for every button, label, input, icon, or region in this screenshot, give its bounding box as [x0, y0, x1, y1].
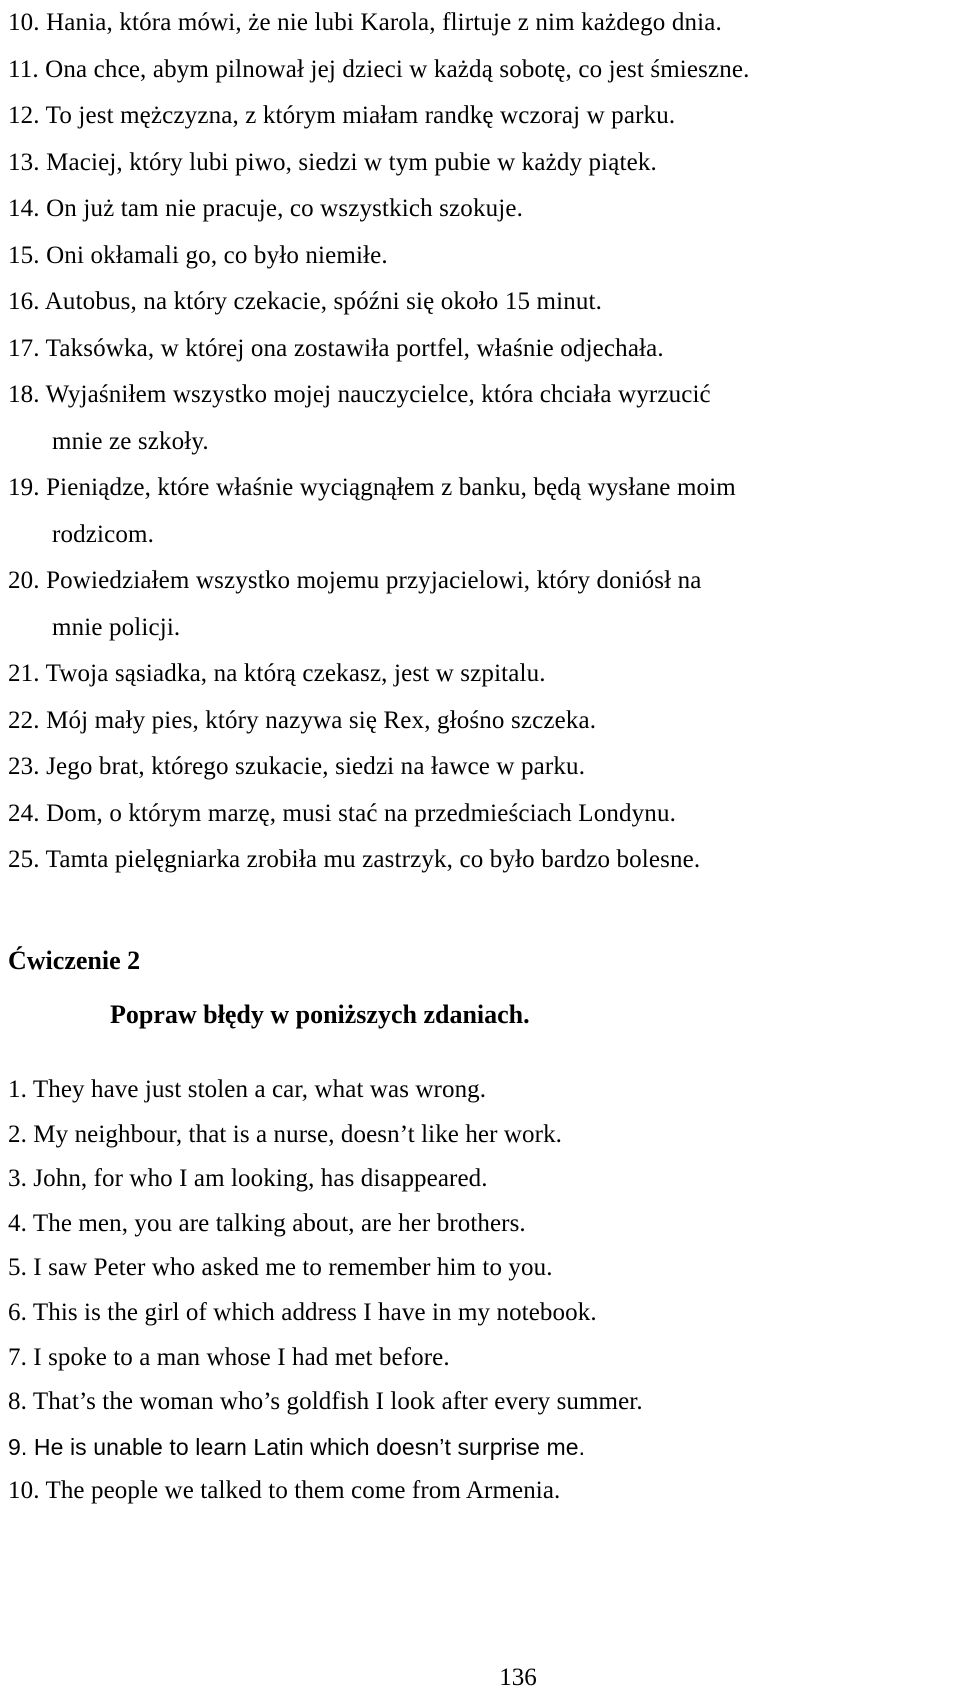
page-number: 136 [499, 1664, 537, 1691]
list-item: 25. Tamta pielęgniarka zrobiła mu zastrzyk, co było bardzo bolesne. [8, 846, 701, 873]
exercise-instruction: Popraw błędy w poniższych zdaniach. [110, 1000, 530, 1029]
list-item: 20. Powiedziałem wszystko mojemu przyjacielowi, który doniósł na [8, 567, 702, 594]
list-item: 15. Oni okłamali go, co było niemiłe. [8, 241, 388, 269]
list-item: 10. Hania, która mówi, że nie lubi Karola, flirtuje z nim każdego dnia. [8, 9, 722, 36]
list-item: 22. Mój mały pies, który nazywa się Rex, głośno szczeka. [8, 706, 597, 734]
list-item: 18. Wyjaśniłem wszystko mojej nauczycielce, która chciała wyrzucić [8, 381, 711, 408]
sentences-list-part1 [8, 0, 930, 884]
list-item: 3. John, for who I am looking, has disappeared. [8, 1165, 488, 1193]
list-item: 11. Ona chce, abym pilnował jej dzieci w każdą sobotę, co jest śmieszne. [8, 55, 750, 83]
list-item: 10. The people we talked to them come from Armenia. [8, 1477, 561, 1505]
list-item: 12. To jest mężczyzna, z którym miałam randkę wczoraj w parku. [8, 102, 676, 129]
list-item: 24. Dom, o którym marzę, musi stać na przedmieściach Londynu. [8, 799, 676, 827]
list-item: 6. This is the girl of which address I have in my notebook. [8, 1298, 597, 1326]
sentences-list-exercise2 [8, 1068, 930, 1514]
list-item-continuation: mnie policji. [52, 613, 181, 641]
list-item: 19. Pieniądze, które właśnie wyciągnąłem z banku, będą wysłane moim [8, 474, 736, 501]
list-item: 17. Taksówka, w której ona zostawiła portfel, właśnie odjechała. [8, 334, 664, 362]
list-item: 16. Autobus, na który czekacie, spóźni się około 15 minut. [8, 288, 603, 315]
list-item: 9. He is unable to learn Latin which doesn’t surprise me. [8, 1433, 586, 1460]
list-item: 13. Maciej, który lubi piwo, siedzi w tym pubie w każdy piątek. [8, 148, 657, 176]
exercise-heading: Ćwiczenie 2 [8, 946, 141, 975]
list-item: 14. On już tam nie pracuje, co wszystkich szokuje. [8, 195, 523, 222]
list-item: 4. The men, you are talking about, are her brothers. [8, 1209, 526, 1237]
list-item: 5. I saw Peter who asked me to remember him to you. [8, 1254, 553, 1282]
list-item: 21. Twoja sąsiadka, na którą czekasz, jest w szpitalu. [8, 660, 546, 687]
list-item-continuation: rodzicom. [52, 520, 155, 548]
list-item: 23. Jego brat, którego szukacie, siedzi na ławce w parku. [8, 753, 586, 780]
list-item: 2. My neighbour, that is a nurse, doesn’t like her work. [8, 1120, 563, 1148]
list-item: 1. They have just stolen a car, what was wrong. [8, 1076, 487, 1103]
list-item-continuation: mnie ze szkoły. [52, 427, 209, 455]
list-item: 8. That’s the woman who’s goldfish I look after every summer. [8, 1388, 643, 1416]
list-item: 7. I spoke to a man whose I had met before. [8, 1343, 450, 1371]
